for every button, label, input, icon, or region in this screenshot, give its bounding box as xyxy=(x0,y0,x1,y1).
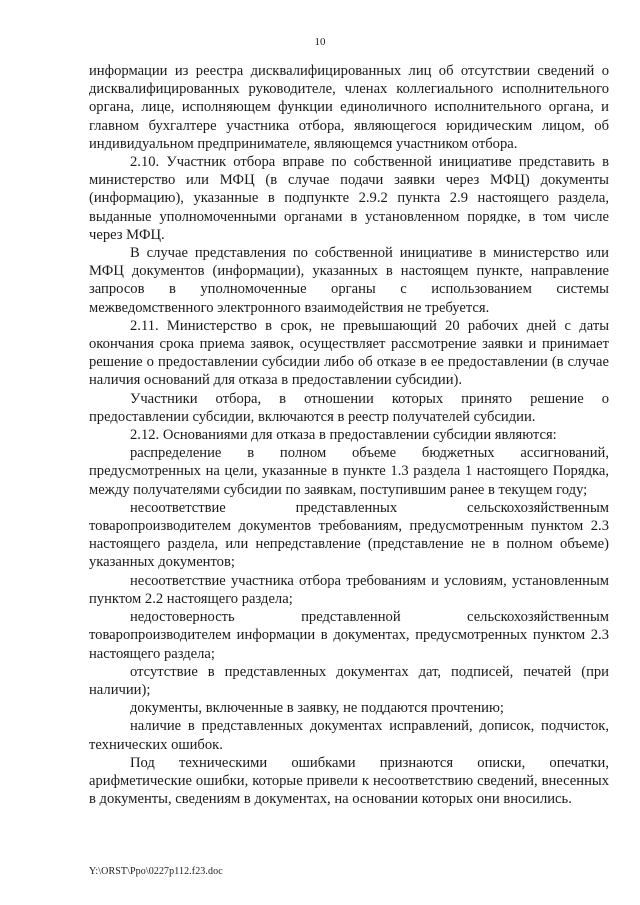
paragraph-2-11: 2.11. Министерство в срок, не превышающий 20 рабочих дней с даты окончания срока приема заявок, осуществляет рассмотрение заявки и принимает решение о предоставлении субсидии либо об отказе в ее предоставлении (в случае наличия оснований для отказа в предоставлении субсидии). xyxy=(89,317,609,389)
list-item: несоответствие участника отбора требованиям и условиям, установленным пунктом 2.2 настоящего раздела; xyxy=(89,572,609,607)
list-item: несоответствие представленных сельскохозяйственным товаропроизводителем документов требованиям, предусмотренным пунктом 2.3 настоящего раздела, или непредставление (представление не в полном объеме) указанных документов; xyxy=(89,499,609,571)
footer-file-path: Y:\ORST\Ppo\0227p112.f23.doc xyxy=(89,866,223,877)
list-item: документы, включенные в заявку, не поддаются прочтению; xyxy=(130,700,504,717)
paragraph: Под техническими ошибками признаются описки, опечатки, арифметические ошибки, которые привели к несоответствию сведений, внесенных в документы, сведениям в документах, на основании которых они вносились. xyxy=(89,754,609,808)
page-number: 10 xyxy=(314,36,326,48)
list-item: отсутствие в представленных документах дат, подписей, печатей (при наличии); xyxy=(89,663,609,698)
paragraph-2-10: 2.10. Участник отбора вправе по собственной инициативе представить в министерство или МФЦ (в случае подачи заявки через МФЦ) документы (информацию), указанные в подпункте 2.9.2 пункта 2.9 настоящего раздела, выданные уполномоченными органами в установленном порядке, в том числе через МФЦ. xyxy=(89,154,609,243)
paragraph-continuation: информации из реестра дисквалифицированных лиц об отсутствии сведений о дисквалифицированных руководителе, членах коллегиального исполнительного органа, лице, исполняющем функции единоличного исполнительного органа, и главном бухгалтере участника отбора, являющегося юридическим лицом, об индивидуальном предпринимателе, являющемся участником отбора. xyxy=(89,63,609,152)
list-item: наличие в представленных документах исправлений, дописок, подчисток, технических ошибок. xyxy=(89,718,609,753)
list-item: распределение в полном объеме бюджетных ассигнований, предусмотренных на цели, указанные в пункте 1.3 раздела 1 настоящего Порядка, между получателями субсидии по заявкам, поступившим ранее в текущем году; xyxy=(89,445,609,498)
paragraph: Участники отбора, в отношении которых принято решение о предоставлении субсидии, включаются в реестр получателей субсидии. xyxy=(89,390,609,425)
document-body xyxy=(89,62,609,808)
paragraph-2-12: 2.12. Основаниями для отказа в предоставлении субсидии являются: xyxy=(130,427,557,444)
list-item: недостоверность представленной сельскохозяйственным товаропроизводителем информации в документах, предусмотренных пунктом 2.3 настоящего раздела; xyxy=(89,609,609,662)
paragraph: В случае представления по собственной инициативе в министерство или МФЦ документов (информации), указанных в настоящем пункте, направление запросов в уполномоченные органы с использованием системы межведомственного электронного взаимодействия не требуется. xyxy=(89,245,609,316)
